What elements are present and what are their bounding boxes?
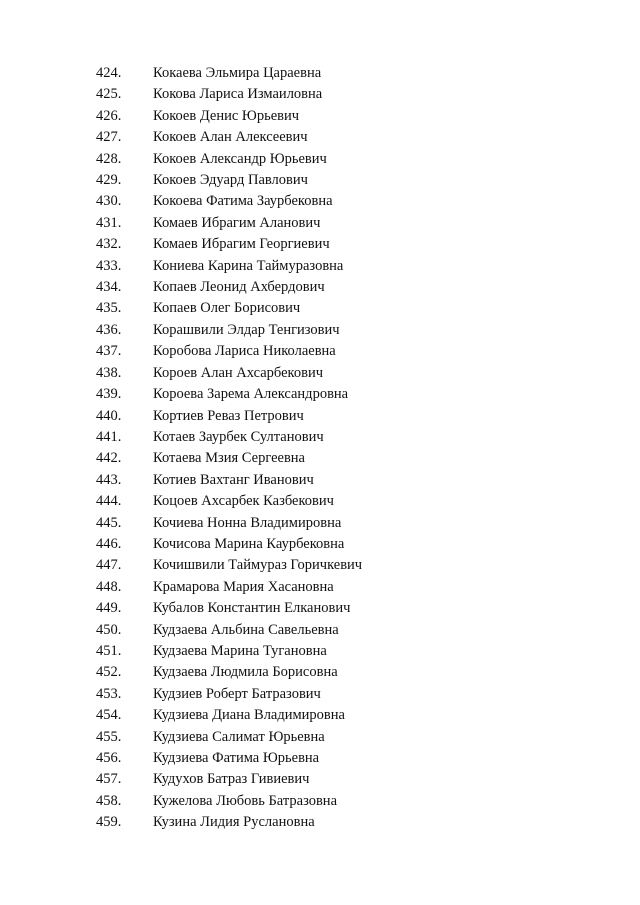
entry-name: Кочиева Нонна Владимировна [153, 514, 342, 531]
entry-number: 428. [96, 150, 122, 167]
list-item [0, 662, 640, 683]
list-item [0, 191, 640, 212]
list-item [0, 641, 640, 662]
entry-name: Кочисова Марина Каурбековна [153, 535, 345, 552]
entry-number: 438. [96, 364, 122, 381]
entry-name: Кудзиева Диана Владимировна [153, 707, 345, 724]
list-item [0, 705, 640, 726]
list-item [0, 149, 640, 170]
entry-name: Короева Зарема Александровна [153, 386, 349, 403]
list-item [0, 84, 640, 105]
entry-name: Кокоев Эдуард Павлович [153, 172, 308, 189]
list-item [0, 534, 640, 555]
entry-number: 442. [96, 450, 122, 467]
entry-number: 448. [96, 578, 122, 595]
entry-name: Кокоев Александр Юрьевич [153, 150, 327, 167]
list-item [0, 106, 640, 127]
entry-name: Короев Алан Ахсарбекович [153, 364, 323, 381]
entry-number: 447. [96, 557, 122, 574]
list-item [0, 127, 640, 148]
list-item [0, 812, 640, 833]
list-item [0, 170, 640, 191]
list-item [0, 598, 640, 619]
list-item [0, 748, 640, 769]
entry-number: 449. [96, 600, 122, 617]
entry-number: 432. [96, 236, 122, 253]
entry-number: 459. [96, 814, 122, 831]
entry-name: Кудзаева Альбина Савельевна [153, 621, 339, 638]
entry-number: 435. [96, 300, 122, 317]
entry-name: Кониева Карина Таймуразовна [153, 257, 344, 274]
entry-name: Кудзаева Марина Тугановна [153, 642, 327, 659]
entry-number: 451. [96, 642, 122, 659]
list-item [0, 577, 640, 598]
list-item [0, 555, 640, 576]
entry-name: Кудзиев Роберт Батразович [153, 685, 321, 702]
entry-name: Кортиев Реваз Петрович [153, 407, 304, 424]
entry-name: Кокова Лариса Измаиловна [153, 86, 323, 103]
entry-number: 456. [96, 750, 122, 766]
entry-name: Кокоева Фатима Заурбековна [153, 193, 333, 210]
list-item [0, 384, 640, 405]
entry-number: 440. [96, 407, 122, 424]
entry-name: Кужелова Любовь Батразовна [153, 792, 338, 809]
entry-number: 450. [96, 621, 122, 638]
list-item [0, 727, 640, 748]
entry-number: 424. [96, 65, 122, 81]
entry-name: Кокоев Денис Юрьевич [153, 107, 300, 124]
entry-name: Кудзаева Людмила Борисовна [153, 664, 338, 681]
entry-name: Крамарова Мария Хасановна [153, 578, 334, 595]
entry-number: 452. [96, 664, 122, 681]
entry-name: Кокоев Алан Алексеевич [153, 129, 308, 146]
list-item [0, 684, 640, 705]
list-item [0, 298, 640, 319]
list-item [0, 277, 640, 298]
list-item [0, 363, 640, 384]
entry-number: 433. [96, 257, 122, 274]
entry-name: Коцоев Ахсарбек Казбекович [153, 493, 334, 510]
entry-number: 454. [96, 707, 122, 724]
entry-name: Кокаева Эльмира Цараевна [153, 65, 322, 81]
entry-name: Котаев Заурбек Султанович [153, 428, 324, 445]
entry-number: 439. [96, 386, 122, 403]
entry-name: Котаева Мзия Сергеевна [153, 450, 305, 467]
entry-number: 455. [96, 728, 122, 745]
entry-number: 441. [96, 428, 122, 445]
list-item [0, 213, 640, 234]
list-item [0, 448, 640, 469]
list-item [0, 406, 640, 427]
list-item [0, 234, 640, 255]
list-item [0, 491, 640, 512]
entry-name: Котиев Вахтанг Иванович [153, 471, 314, 488]
list-item [0, 470, 640, 491]
entry-number: 445. [96, 514, 122, 531]
entry-number: 426. [96, 107, 122, 124]
list-item [0, 769, 640, 790]
entry-number: 434. [96, 279, 122, 296]
list-item [0, 791, 640, 812]
list-item [0, 256, 640, 277]
list-item [0, 320, 640, 341]
entry-number: 457. [96, 771, 122, 788]
entry-name: Кочишвили Таймураз Горичкевич [153, 557, 363, 574]
entry-number: 453. [96, 685, 122, 702]
entry-name: Кузина Лидия Руслановна [153, 814, 315, 831]
entry-name: Копаев Леонид Ахбердович [153, 279, 325, 296]
entry-name: Кубалов Константин Елканович [153, 600, 351, 617]
entry-name: Корашвили Элдар Тенгизович [153, 321, 340, 338]
entry-number: 425. [96, 86, 122, 103]
entry-number: 443. [96, 471, 122, 488]
entry-name: Копаев Олег Борисович [153, 300, 301, 317]
entry-number: 446. [96, 535, 122, 552]
list-item [0, 513, 640, 534]
entry-number: 436. [96, 321, 122, 338]
list-item [0, 341, 640, 362]
list-item [0, 427, 640, 448]
entry-number: 444. [96, 493, 122, 510]
entry-name: Комаев Ибрагим Аланович [153, 214, 321, 231]
entry-number: 429. [96, 172, 122, 189]
entry-number: 437. [96, 343, 122, 360]
entry-name: Комаев Ибрагим Георгиевич [153, 236, 330, 253]
entry-name: Кудзиева Фатима Юрьевна [153, 750, 320, 766]
entry-number: 427. [96, 129, 122, 146]
entry-name: Коробова Лариса Николаевна [153, 343, 336, 360]
list-item [0, 63, 640, 84]
entry-name: Кудзиева Салимат Юрьевна [153, 728, 325, 745]
name-list [0, 63, 640, 834]
entry-name: Кудухов Батраз Гивиевич [153, 771, 310, 788]
list-item [0, 620, 640, 641]
entry-number: 431. [96, 214, 122, 231]
entry-number: 430. [96, 193, 122, 210]
entry-number: 458. [96, 792, 122, 809]
